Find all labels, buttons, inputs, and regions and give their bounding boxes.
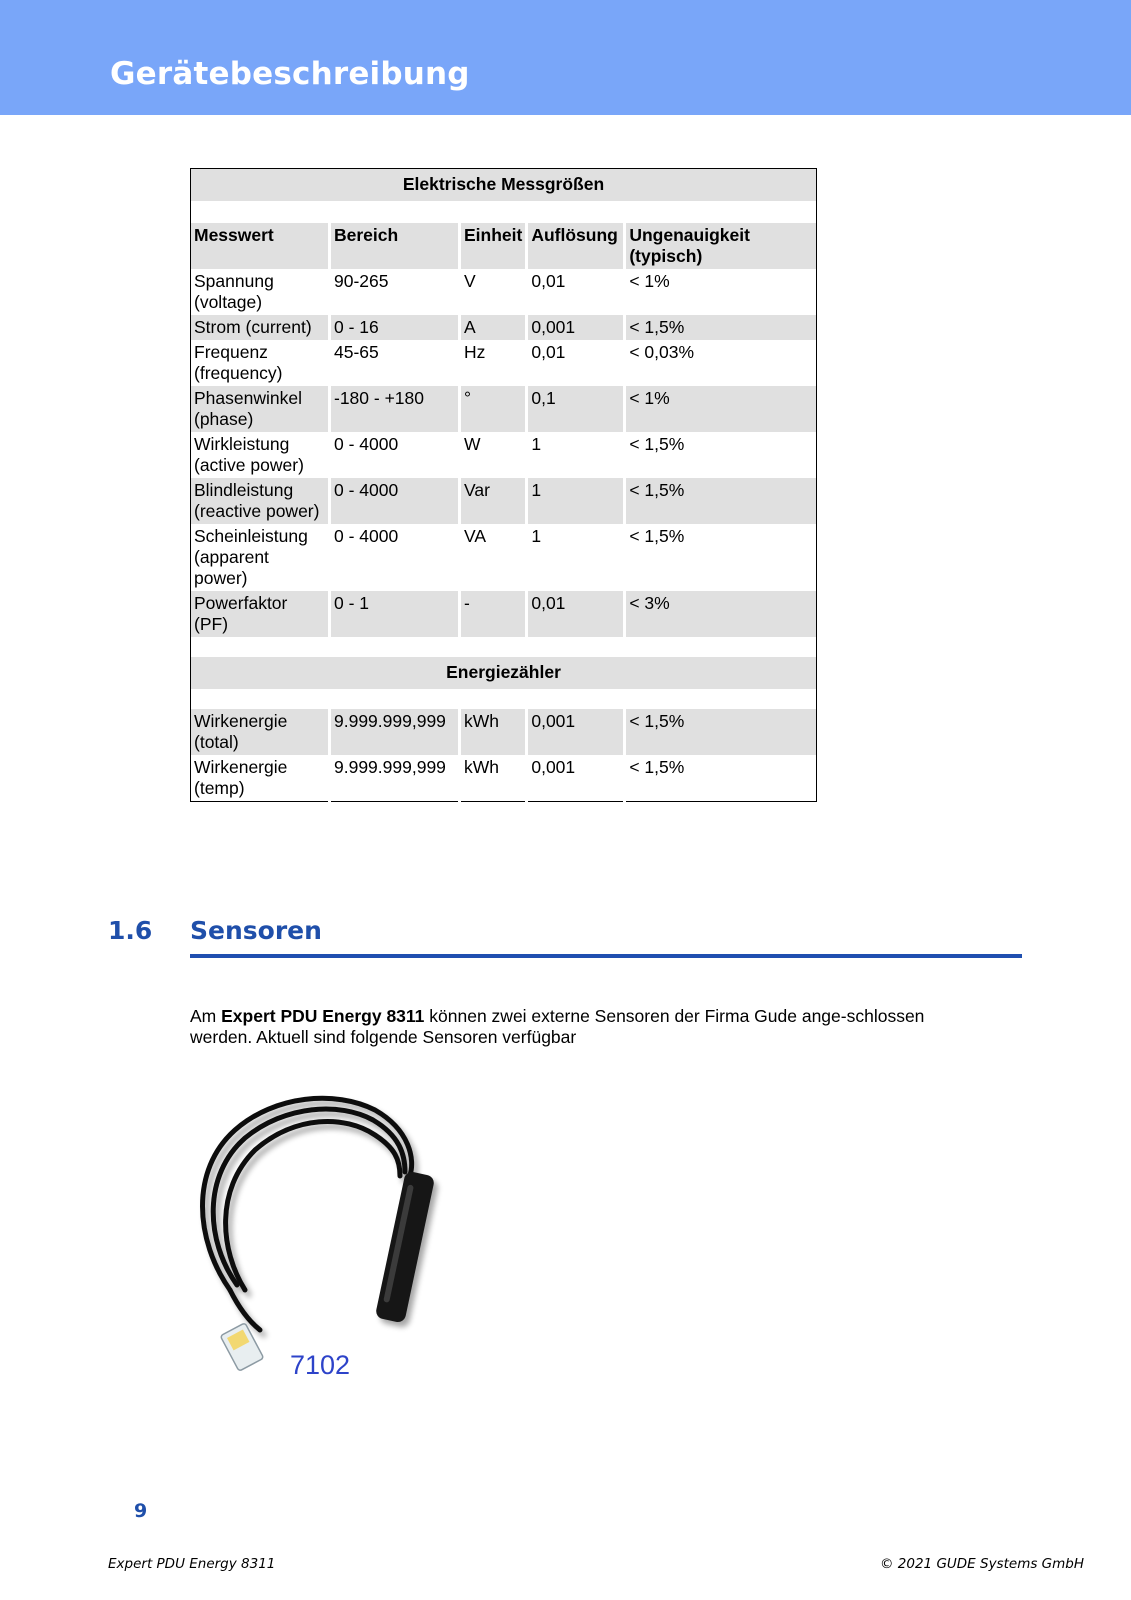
table-section-header (191, 657, 817, 689)
cell-accuracy: < 1,5% (625, 524, 817, 591)
section-rule (190, 954, 1022, 958)
page-title: Gerätebeschreibung (110, 56, 470, 92)
table-row (191, 340, 817, 386)
cell-name: Scheinleistung (apparent power) (191, 524, 330, 591)
table-title-energy: Energiezähler (191, 657, 817, 689)
footer-copyright: © 2021 GUDE Systems GmbH (880, 1556, 1084, 1572)
cell-range: 45-65 (330, 340, 460, 386)
sensor-label: 7102 (290, 1350, 351, 1380)
cell-unit: Hz (460, 340, 527, 386)
cell-unit: A (460, 315, 527, 340)
cell-accuracy: < 1% (625, 386, 817, 432)
header-band (0, 0, 1131, 115)
cell-resolution: 0,01 (527, 340, 625, 386)
table-spacer (191, 201, 817, 223)
cell-name: Wirkleistung (active power) (191, 432, 330, 478)
cell-range: 0 - 4000 (330, 524, 460, 591)
cell-range: 90-265 (330, 269, 460, 315)
cell-unit: kWh (460, 709, 527, 755)
page-number: 9 (134, 1500, 148, 1522)
cell-unit: ° (460, 386, 527, 432)
cell-unit: V (460, 269, 527, 315)
cell-accuracy: < 1,5% (625, 755, 817, 802)
cell-unit: Var (460, 478, 527, 524)
cell-name: Phasenwinkel (phase) (191, 386, 330, 432)
column-header: Einheit (460, 223, 527, 269)
cell-name: Wirkenergie (total) (191, 709, 330, 755)
cell-resolution: 0,001 (527, 709, 625, 755)
table-row (191, 432, 817, 478)
cell-name: Wirkenergie (temp) (191, 755, 330, 802)
table-spacer (191, 689, 817, 709)
cell-accuracy: < 1,5% (625, 478, 817, 524)
cell-resolution: 1 (527, 478, 625, 524)
cell-range: 0 - 4000 (330, 478, 460, 524)
table-row (191, 755, 817, 802)
table-spacer (191, 637, 817, 657)
spec-table (190, 168, 817, 802)
cell-range: 9.999.999,999 (330, 755, 460, 802)
table-row (191, 315, 817, 340)
table-row (191, 709, 817, 755)
cell-range: 0 - 16 (330, 315, 460, 340)
section-number: 1.6 (108, 916, 153, 945)
cell-accuracy: < 1,5% (625, 432, 817, 478)
table-row (191, 386, 817, 432)
cell-range: -180 - +180 (330, 386, 460, 432)
cell-resolution: 0,001 (527, 315, 625, 340)
table-row (191, 591, 817, 637)
cell-unit: W (460, 432, 527, 478)
cell-unit: kWh (460, 755, 527, 802)
cell-name: Spannung (voltage) (191, 269, 330, 315)
column-header: Ungenauigkeit (typisch) (625, 223, 817, 269)
cell-accuracy: < 3% (625, 591, 817, 637)
cell-range: 0 - 1 (330, 591, 460, 637)
footer-product: Expert PDU Energy 8311 (108, 1556, 276, 1572)
cell-resolution: 0,001 (527, 755, 625, 802)
cell-unit: VA (460, 524, 527, 591)
product-name: Expert PDU Energy 8311 (221, 1006, 425, 1026)
cell-range: 0 - 4000 (330, 432, 460, 478)
cell-resolution: 1 (527, 524, 625, 591)
table-row (191, 524, 817, 591)
column-header: Messwert (191, 223, 330, 269)
table-row (191, 269, 817, 315)
cell-accuracy: < 1% (625, 269, 817, 315)
cell-resolution: 1 (527, 432, 625, 478)
column-header: Auflösung (527, 223, 625, 269)
table-header-row (191, 223, 817, 269)
para-prefix: Am (190, 1006, 222, 1026)
table-title-electric: Elektrische Messgrößen (191, 169, 817, 202)
cell-name: Blindleistung (reactive power) (191, 478, 330, 524)
column-header: Bereich (330, 223, 460, 269)
cell-resolution: 0,01 (527, 591, 625, 637)
cell-range: 9.999.999,999 (330, 709, 460, 755)
cell-accuracy: < 0,03% (625, 340, 817, 386)
cell-accuracy: < 1,5% (625, 709, 817, 755)
sensor-cable-icon (185, 1090, 465, 1390)
cell-name: Powerfaktor (PF) (191, 591, 330, 637)
cell-name: Frequenz (frequency) (191, 340, 330, 386)
section-paragraph (190, 1006, 950, 1048)
table-row (191, 478, 817, 524)
cell-resolution: 0,1 (527, 386, 625, 432)
cell-resolution: 0,01 (527, 269, 625, 315)
cell-name: Strom (current) (191, 315, 330, 340)
cell-unit: - (460, 591, 527, 637)
cell-accuracy: < 1,5% (625, 315, 817, 340)
para-rest: können zwei externe Sensoren der Firma Gude ange-schlossen werden. Aktuell sind folgende Sensoren verfügbar (190, 1006, 925, 1047)
section-title: Sensoren (190, 916, 322, 945)
table-section-header (191, 169, 817, 202)
